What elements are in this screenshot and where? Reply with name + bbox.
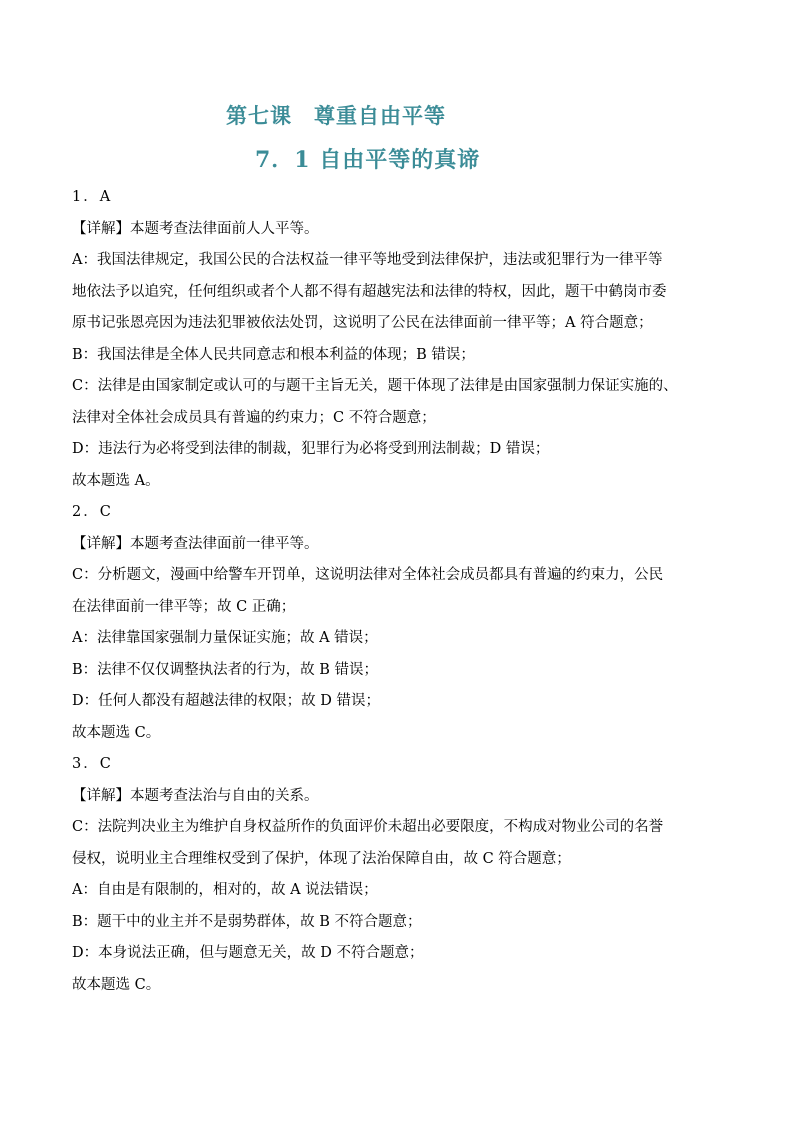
answer-number: 2．C <box>72 504 113 520</box>
option-explanation: 原书记张恩亮因为违法犯罪被依法处罚，这说明了公民在法律面前一律平等；A 符合题意； <box>72 315 653 331</box>
answer-number: 1．A <box>72 189 113 205</box>
section-title: 7．1 自由平等的真谛 <box>255 147 481 173</box>
option-explanation: C：法律是由国家制定或认可的与题干主旨无关，题干体现了法律是由国家强制力保证实施的、 <box>72 378 678 394</box>
answer-number: 3．C <box>72 756 113 772</box>
chapter-title <box>226 100 446 130</box>
option-explanation: 在法律面前一律平等；故 C 正确； <box>72 598 296 615</box>
answer-list <box>72 182 732 1001</box>
option-explanation: C：法院判决业主为维护自身权益所作的负面评价未超出必要限度，不构成对物业公司的名誉 <box>72 819 664 835</box>
option-explanation: 侵权，说明业主合理维权受到了保护，体现了法治保障自由，故 C 符合题意； <box>72 850 571 867</box>
chapter-name: 尊重自由平等 <box>314 103 446 128</box>
option-explanation: B：我国法律是全体人民共同意志和根本利益的体现；B 错误； <box>72 346 475 363</box>
conclusion-line: 故本题选 A。 <box>72 472 160 489</box>
answer-item-3 <box>72 749 732 1001</box>
option-explanation: B：法律不仅仅调整执法者的行为，故 B 错误； <box>72 661 379 678</box>
detail-line: 【详解】本题考查法治与自由的关系。 <box>72 787 319 804</box>
conclusion-line: 故本题选 C。 <box>72 976 161 993</box>
conclusion-line: 故本题选 C。 <box>72 724 161 741</box>
option-explanation: C：分析题文，漫画中给警车开罚单，这说明法律对全体社会成员都具有普遍的约束力，公民 <box>72 567 664 583</box>
answer-item-2 <box>72 497 732 749</box>
answer-item-1 <box>72 182 732 497</box>
option-explanation: D：本身说法正确，但与题意无关，故 D 不符合题意； <box>72 945 424 961</box>
chapter-number: 第七课 <box>226 103 292 128</box>
option-explanation: A：自由是有限制的，相对的，故 A 说法错误； <box>72 882 378 898</box>
option-explanation: B：题干中的业主并不是弱势群体，故 B 不符合题意； <box>72 913 422 930</box>
option-explanation: A：我国法律规定，我国公民的合法权益一律平等地受到法律保护，违法或犯罪行为一律平等 <box>72 252 663 268</box>
option-explanation: A：法律靠国家强制力量保证实施；故 A 错误； <box>72 630 378 646</box>
option-explanation: D：违法行为必将受到法律的制裁，犯罪行为必将受到刑法制裁；D 错误； <box>72 441 550 457</box>
option-explanation: D：任何人都没有超越法律的权限；故 D 错误； <box>72 693 380 709</box>
detail-line: 【详解】本题考查法律面前人人平等。 <box>72 220 319 237</box>
option-explanation: 地依法予以追究，任何组织或者个人都不得有超越宪法和法律的特权，因此，题干中鹤岗市委 <box>72 283 667 300</box>
detail-line: 【详解】本题考查法律面前一律平等。 <box>72 535 319 552</box>
option-explanation: 法律对全体社会成员具有普遍的约束力；C 不符合题意； <box>72 409 436 426</box>
